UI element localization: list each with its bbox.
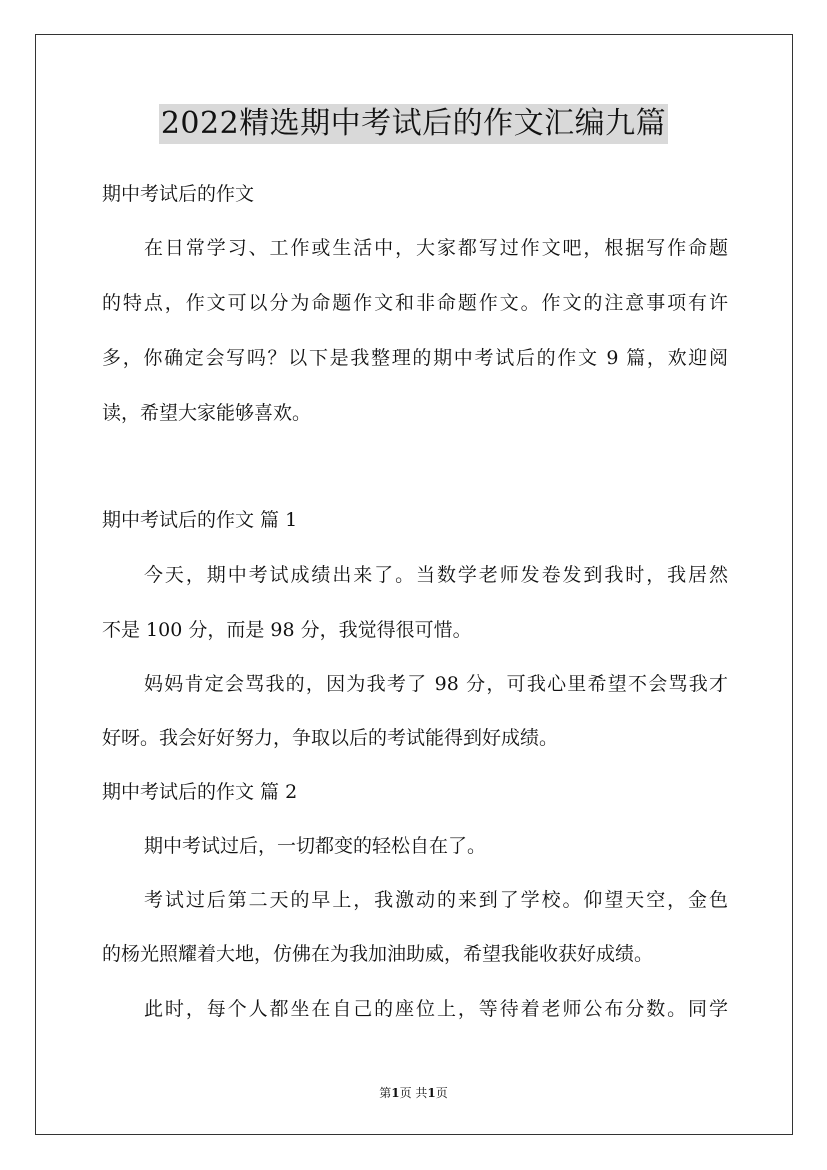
paragraph-line: 今天，期中考试成绩出来了。当数学老师发卷发到我时，我居然 [144,564,728,586]
paragraph-line: 读，希望大家能够喜欢。 [102,402,312,424]
paragraph-line: 不是 100 分，而是 98 分，我觉得很可惜。 [102,619,472,641]
document-title-text: 2022精选期中考试后的作文汇编九篇 [159,104,668,144]
paragraph-line: 考试过后第二天的早上，我激动的来到了学校。仰望天空，金色 [144,889,728,911]
page-footer [0,1085,827,1101]
footer-page-current: 1 [391,1086,400,1100]
footer-page-mid: 页 共 [399,1086,428,1100]
section-heading: 期中考试后的作文 [102,183,255,205]
footer-page-prefix: 第 [379,1086,392,1100]
section-heading: 期中考试后的作文 篇 2 [102,781,298,803]
footer-page-total: 1 [427,1086,436,1100]
paragraph-line: 的特点，作文可以分为命题作文和非命题作文。作文的注意事项有许 [102,292,728,314]
paragraph-line: 此时，每个人都坐在自己的座位上，等待着老师公布分数。同学 [144,998,728,1020]
document-title [0,103,827,144]
paragraph-line: 好呀。我会好好努力，争取以后的考试能得到好成绩。 [102,727,559,749]
section-heading: 期中考试后的作文 篇 1 [102,509,298,531]
paragraph-line: 期中考试过后，一切都变的轻松自在了。 [144,835,487,857]
paragraph-line: 多，你确定会写吗？以下是我整理的期中考试后的作文 9 篇，欢迎阅 [102,347,728,369]
paragraph-line: 的杨光照耀着大地，仿佛在为我加油助威，希望我能收获好成绩。 [102,943,654,965]
paragraph-line: 在日常学习、工作或生活中，大家都写过作文吧，根据写作命题 [144,237,728,259]
footer-page-suffix: 页 [435,1086,448,1100]
paragraph-line: 妈妈肯定会骂我的，因为我考了 98 分，可我心里希望不会骂我才 [144,673,728,695]
